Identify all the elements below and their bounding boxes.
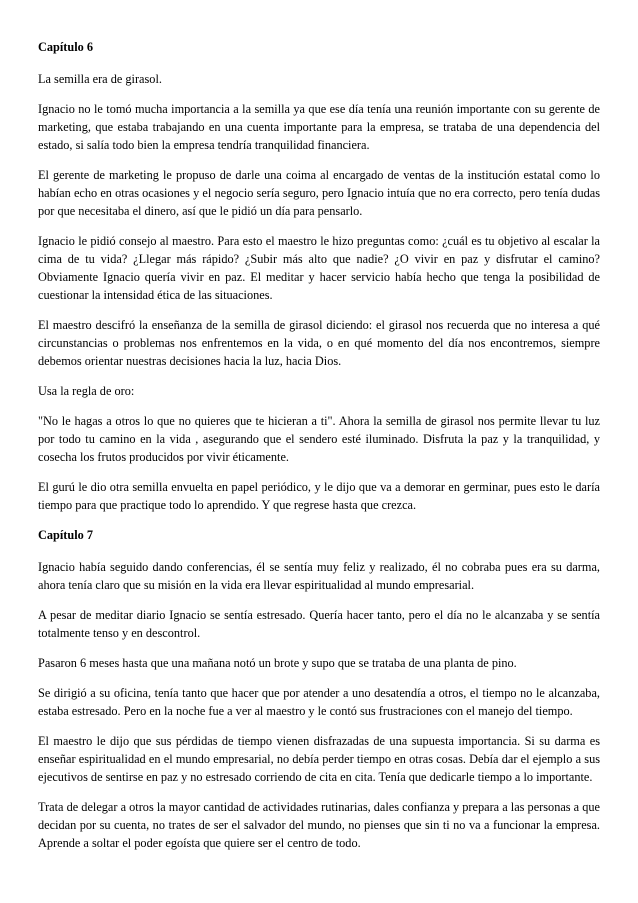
chapter-6-paragraph: Ignacio le pidió consejo al maestro. Para esto el maestro le hizo preguntas como: ¿cuál es tu objetivo al escalar la cima de tu vida? ¿Llegar más rápido? ¿Subir más alto que nadie? ¿O vivir en paz y disfrutar el camino? Obviamente Ignacio quería vivir en paz. El meditar y hacer servicio había hecho que tenga la posibilidad de cuestionar la intensidad ética de las situaciones. [38, 234, 600, 302]
chapter-7-paragraph: Ignacio había seguido dando conferencias, él se sentía muy feliz y realizado, él no cobraba pues era su darma, ahora tenía claro que su misión en la vida era llevar espiritualidad al mundo empresarial. [38, 560, 600, 592]
chapter-7-section [38, 526, 600, 852]
chapter-6-paragraph: La semilla era de girasol. [38, 72, 162, 86]
chapter-7-paragraph: Se dirigió a su oficina, tenía tanto que hacer que por atender a uno desatendía a otros, el tiempo no le alcanzaba, estaba estresado. Pero en la noche fue a ver al maestro y le contó sus frustraciones con el manejo del tiempo. [38, 686, 600, 718]
chapter-6-paragraph: El gerente de marketing le propuso de darle una coima al encargado de ventas de la institución estatal como lo habían echo en otras ocasiones y el negocio sería seguro, pero Ignacio intuía que no era correcto, pero tenía dudas por que necesitaba el dinero, así que le pidió un día para pensarlo. [38, 168, 600, 218]
chapter-7-paragraph: A pesar de meditar diario Ignacio se sentía estresado. Quería hacer tanto, pero el día no le alcanzaba y se sentía totalmente tenso y en descontrol. [38, 608, 600, 640]
chapter-6-paragraph: Usa la regla de oro: [38, 384, 135, 398]
chapter-7-heading: Capítulo 7 [38, 528, 94, 542]
chapter-6-heading: Capítulo 6 [38, 40, 94, 54]
chapter-7-paragraph: Trata de delegar a otros la mayor cantidad de actividades rutinarias, dales confianza y prepara a las personas a que decidan por su cuenta, no trates de ser el salvador del mundo, no pienses que sin ti no va a funcionar la empresa. Aprende a soltar el poder egoísta que quiere ser el centro de todo. [38, 800, 600, 850]
chapter-7-paragraph: El maestro le dijo que sus pérdidas de tiempo vienen disfrazadas de una supuesta importancia. Si su darma es enseñar espiritualidad en el mundo empresarial, no debía perder tiempo en otras cosas. Debía dar el ejemplo a sus ejecutivos de sentirse en paz y no estresado corriendo de cita en cita. Tenía que dedicarle tiempo a lo importante. [38, 734, 600, 784]
chapter-6-paragraph: El maestro descifró la enseñanza de la semilla de girasol diciendo: el girasol nos recuerda que no interesa a qué circunstancias o problemas nos enfrentemos en la vida, o en qué momento del día nos encontremos, siempre debemos orientar nuestras decisiones hacia la luz, hacia Dios. [38, 318, 600, 368]
chapter-6-section [38, 38, 600, 514]
chapter-6-paragraph: Ignacio no le tomó mucha importancia a la semilla ya que ese día tenía una reunión importante con su gerente de marketing, que estaba trabajando en una cuenta importante para la empresa, se trataba de una dependencia del estado, si salía todo bien la empresa tendría tranquilidad financiera. [38, 102, 600, 152]
chapter-6-paragraph: "No le hagas a otros lo que no quieres que te hicieran a ti". Ahora la semilla de girasol nos permite llevar tu luz por todo tu camino en la vida , asegurando que el sendero esté iluminado. Disfruta la paz y la tranquilidad, y cosecha los frutos producidos por vivir éticamente. [38, 414, 600, 464]
chapter-6-paragraph: El gurú le dio otra semilla envuelta en papel periódico, y le dijo que va a demorar en germinar, pues esto le daría tiempo para que practique todo lo aprendido. Y que regrese hasta que crezca. [38, 480, 600, 512]
chapter-7-paragraph: Pasaron 6 meses hasta que una mañana notó un brote y supo que se trataba de una planta de pino. [38, 656, 517, 670]
